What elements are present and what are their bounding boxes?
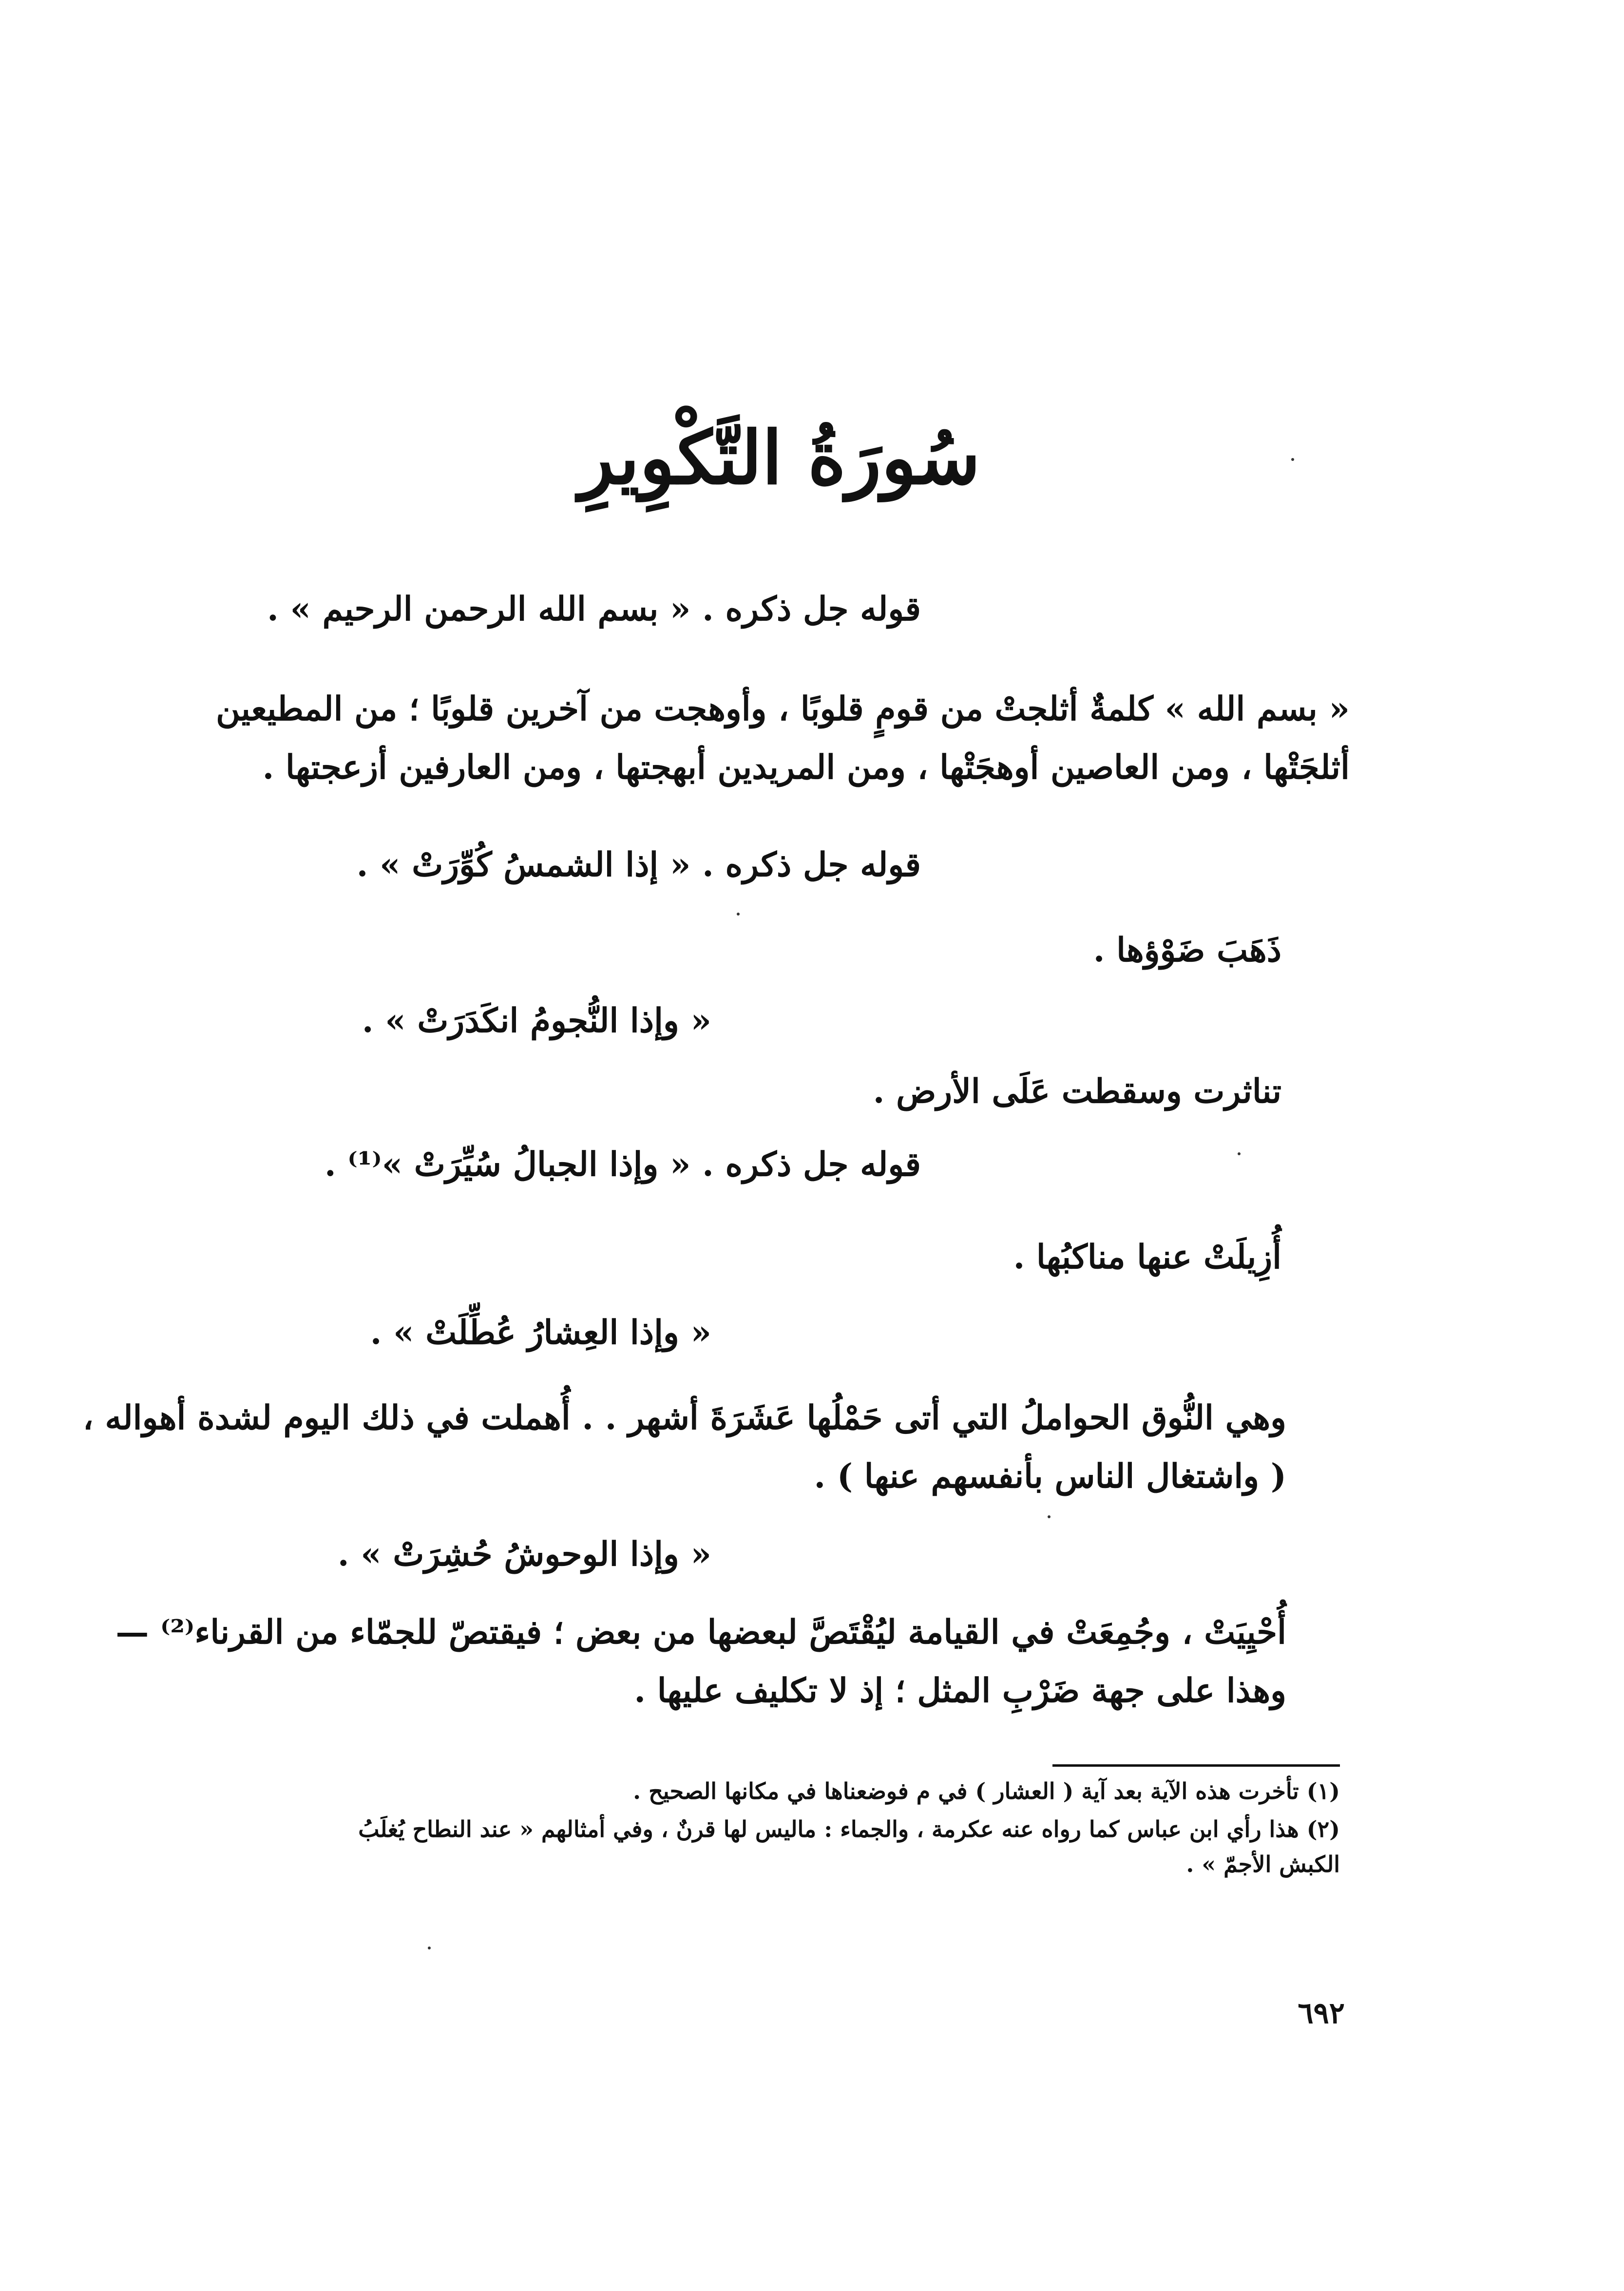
scan-speck <box>1048 1515 1051 1518</box>
scan-speck <box>1291 458 1294 461</box>
verse-heading-takweer: قوله جل ذكره . « إذا الشمسُ كُوِّرَتْ » . <box>356 845 921 884</box>
scan-speck <box>1238 1152 1241 1155</box>
paragraph-line: أُزِيلَتْ عنها مناكبُها . <box>1013 1238 1281 1277</box>
surah-title: سُورَةُ التَّكْوِيرِ <box>579 415 980 501</box>
paragraph-line: وهذا على جهة ضَرْبِ المثل ؛ إذ لا تكليف عليها . <box>634 1671 1286 1710</box>
footnote-separator <box>1052 1764 1340 1767</box>
paragraph-line: أُحْيِيَتْ ، وجُمِعَتْ في القيامة ليُقْتَصَّ لبعضها من بعض ؛ فيقتصّ للجمّاء من القرناء⁽²⁾ — <box>115 1613 1286 1652</box>
paragraph-line: ذَهَبَ ضَوْؤها . <box>1093 931 1281 970</box>
footnote-2-continuation: الكبش الأجمّ » . <box>1186 1851 1340 1877</box>
page-number: ٦٩٢ <box>1298 1996 1345 2030</box>
paragraph-line: تناثرت وسقطت عَلَى الأرض . <box>873 1072 1281 1111</box>
verse-quote: « وإذا النُّجومُ انكَدَرَتْ » . <box>362 1001 711 1040</box>
scan-speck <box>737 913 740 916</box>
paragraph-line: « بسم الله » كلمةٌ أثلجتْ من قومٍ قلوبًا ، وأوهجت من آخرين قلوبًا ؛ من المطيعين <box>216 689 1350 728</box>
paragraph-line: ( واشتغال الناس بأنفسهم عنها ) . <box>814 1457 1286 1496</box>
paragraph-line: وهي النُّوق الحواملُ التي أتى حَمْلُها عَشَرَةَ أشهر . . أُهملت في ذلك اليوم لشدة أهواله ، <box>82 1398 1286 1437</box>
footnote-2: (٢) هذا رأي ابن عباس كما رواه عنه عكرمة ، والجماء : ماليس لها قرنٌ ، وفي أمثالهم « عند النطاح يُغلَبُ <box>358 1816 1340 1842</box>
verse-quote: « وإذا الوحوشُ حُشِرَتْ » . <box>337 1535 711 1574</box>
paragraph-line: أثلجَتْها ، ومن العاصين أوهجَتْها ، ومن المريدين أبهجتها ، ومن العارفين أزعجتها . <box>262 748 1350 787</box>
verse-heading-jibal: قوله جل ذكره . « وإذا الجبالُ سُيِّرَتْ »⁽¹⁾ . <box>325 1145 921 1184</box>
scan-speck <box>428 1947 431 1949</box>
verse-heading-basmala: قوله جل ذكره . « بسم الله الرحمن الرحيم » . <box>267 590 921 629</box>
verse-quote: « وإذا العِشارُ عُطِّلَتْ » . <box>370 1313 711 1352</box>
footnote-1: (١) تأخرت هذه الآية بعد آية ( العشار ) في م فوضعناها في مكانها الصحيح . <box>633 1778 1340 1804</box>
